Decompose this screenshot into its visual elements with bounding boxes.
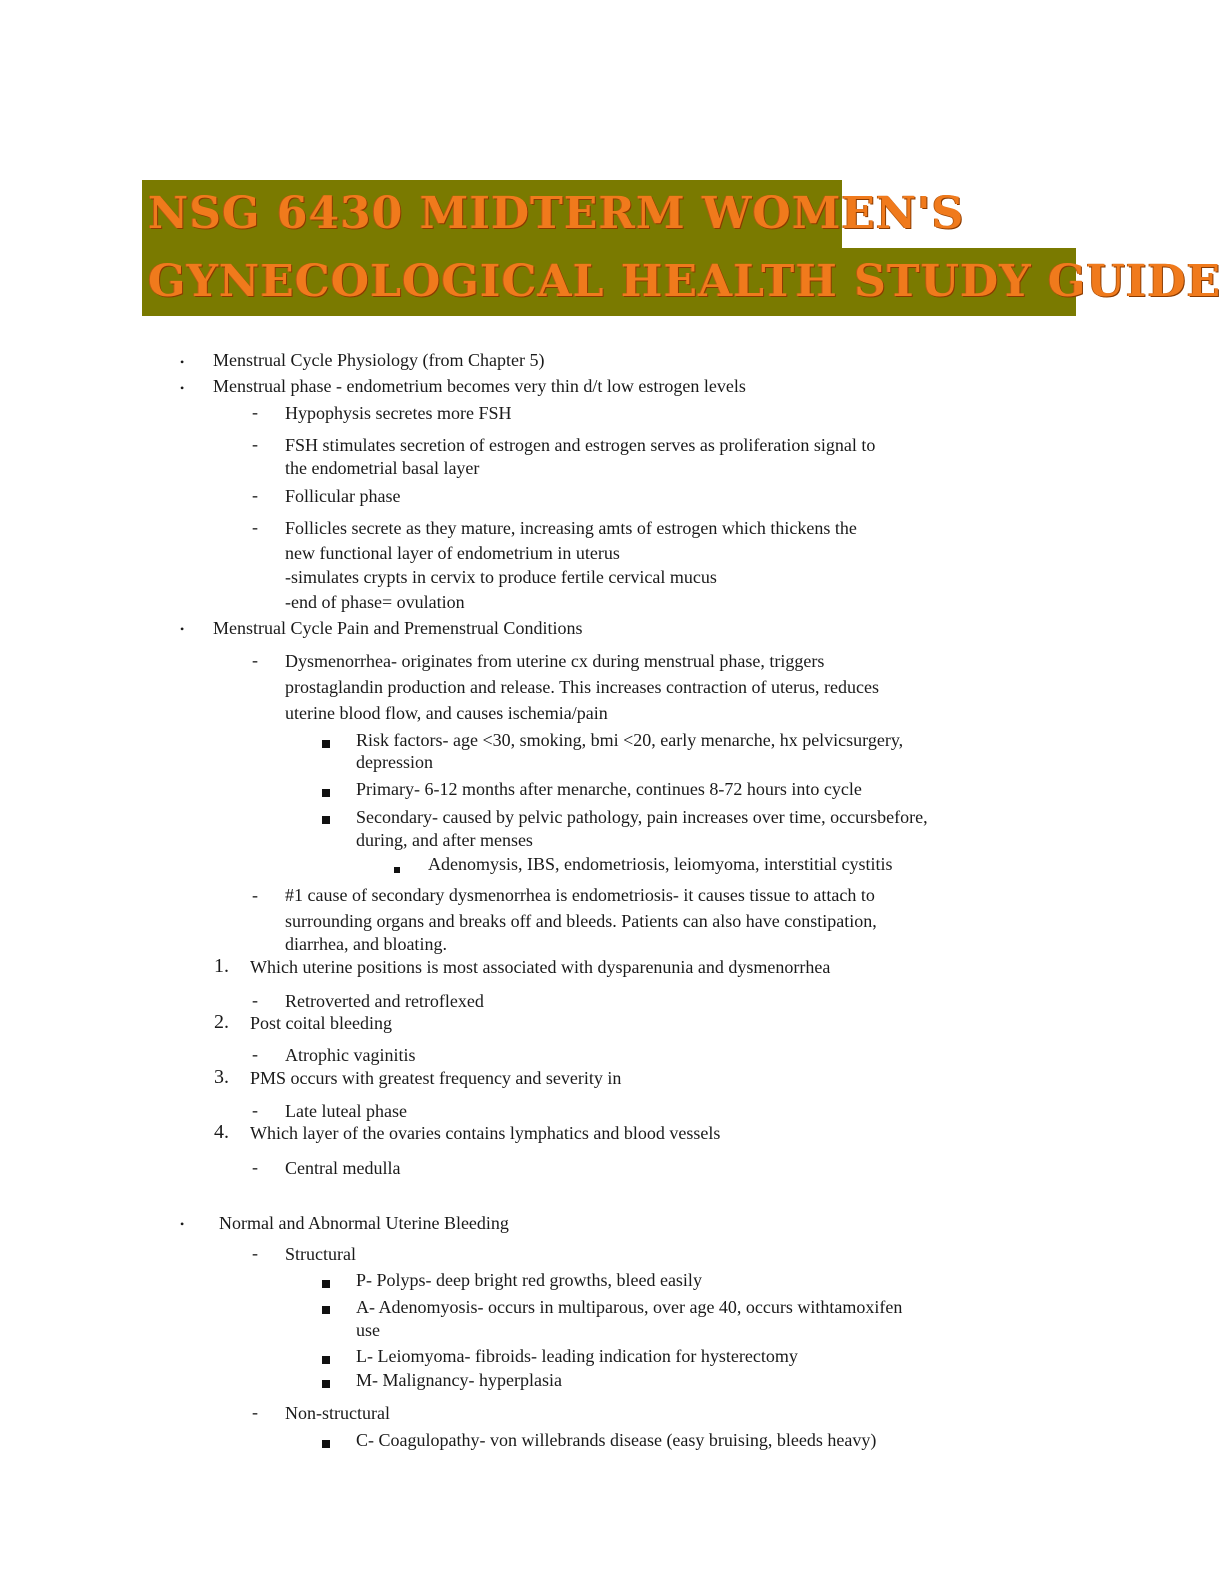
answer-item: Late luteal phase: [285, 1101, 407, 1121]
square-bullet-icon: [322, 1430, 330, 1454]
square-bullet-icon: [394, 855, 400, 879]
list-item: Dysmenorrhea- originates from uterine cx during menstrual phase, triggers: [285, 651, 825, 671]
list-item: Structural: [285, 1244, 356, 1264]
list-item-continuation: diarrhea, and bloating.: [285, 934, 447, 954]
dash-marker: -: [252, 1157, 258, 1177]
list-item-continuation: new functional layer of endometrium in uterus: [285, 543, 620, 563]
list-item: Menstrual phase - endometrium becomes very thin d/t low estrogen levels: [213, 376, 746, 396]
number-marker: 1.: [214, 955, 229, 977]
question-item: PMS occurs with greatest frequency and severity in: [250, 1068, 622, 1088]
dash-marker: -: [252, 434, 258, 454]
answer-item: Atrophic vaginitis: [285, 1045, 416, 1065]
answer-item: Retroverted and retroflexed: [285, 991, 484, 1011]
document-title-line-1: NSG 6430 MIDTERM WOMEN'S: [148, 188, 965, 239]
list-item-continuation: surrounding organs and breaks off and bleeds. Patients can also have constipation,: [285, 911, 877, 931]
square-bullet-icon: [322, 806, 330, 830]
document-title-line-2: GYNECOLOGICAL HEALTH STUDY GUIDE: [148, 256, 1222, 307]
dash-marker: -: [252, 1044, 258, 1064]
list-item: Risk factors- age <30, smoking, bmi <20, early menarche, hx pelvicsurgery,: [356, 730, 904, 750]
list-item-continuation: depression: [356, 752, 433, 772]
list-item: Primary- 6-12 months after menarche, continues 8-72 hours into cycle: [356, 779, 862, 799]
dash-marker: -: [252, 402, 258, 422]
square-bullet-icon: [322, 730, 330, 754]
square-bullet-icon: [322, 1370, 330, 1394]
list-item-continuation: prostaglandin production and release. This increases contraction of uterus, reduces: [285, 677, 879, 697]
dash-marker: -: [252, 485, 258, 505]
bullet-icon: •: [180, 622, 185, 636]
list-item: FSH stimulates secretion of estrogen and estrogen serves as proliferation signal to: [285, 435, 876, 455]
dash-marker: -: [252, 650, 258, 670]
list-item-continuation: use: [356, 1320, 380, 1340]
list-item: Adenomysis, IBS, endometriosis, leiomyoma, interstitial cystitis: [428, 854, 893, 874]
list-item: L- Leiomyoma- fibroids- leading indication for hysterectomy: [356, 1346, 798, 1366]
number-marker: 4.: [214, 1121, 229, 1143]
list-item: A- Adenomyosis- occurs in multiparous, over age 40, occurs withtamoxifen: [356, 1297, 903, 1317]
answer-item: Central medulla: [285, 1158, 401, 1178]
dash-marker: -: [252, 990, 258, 1010]
square-bullet-icon: [322, 1346, 330, 1370]
question-item: Which layer of the ovaries contains lymphatics and blood vessels: [250, 1123, 721, 1143]
list-item: Secondary- caused by pelvic pathology, pain increases over time, occursbefore,: [356, 807, 928, 827]
list-item-continuation: -simulates crypts in cervix to produce fertile cervical mucus: [285, 567, 717, 587]
number-marker: 2.: [214, 1011, 229, 1033]
dash-marker: -: [252, 1243, 258, 1263]
square-bullet-icon: [322, 779, 330, 803]
list-item: Hypophysis secretes more FSH: [285, 403, 512, 423]
list-item: Follicles secrete as they mature, increasing amts of estrogen which thickens the: [285, 518, 857, 538]
list-item: Menstrual Cycle Pain and Premenstrual Conditions: [213, 618, 583, 638]
list-item: #1 cause of secondary dysmenorrhea is endometriosis- it causes tissue to attach to: [285, 885, 875, 905]
list-item: Menstrual Cycle Physiology (from Chapter 5): [213, 350, 545, 370]
dash-marker: -: [252, 517, 258, 537]
list-item: P- Polyps- deep bright red growths, bleed easily: [356, 1270, 702, 1290]
question-item: Which uterine positions is most associated with dysparenunia and dysmenorrhea: [250, 957, 831, 977]
bullet-icon: •: [180, 1217, 185, 1231]
list-item: Non-structural: [285, 1403, 390, 1423]
number-marker: 3.: [214, 1066, 229, 1088]
list-item: Normal and Abnormal Uterine Bleeding: [219, 1213, 509, 1233]
list-item: M- Malignancy- hyperplasia: [356, 1370, 562, 1390]
list-item-continuation: during, and after menses: [356, 830, 533, 850]
list-item-continuation: uterine blood flow, and causes ischemia/pain: [285, 703, 608, 723]
dash-marker: -: [252, 1100, 258, 1120]
list-item-continuation: the endometrial basal layer: [285, 458, 480, 478]
dash-marker: -: [252, 885, 258, 905]
list-item: C- Coagulopathy- von willebrands disease (easy bruising, bleeds heavy): [356, 1430, 877, 1450]
square-bullet-icon: [322, 1270, 330, 1294]
square-bullet-icon: [322, 1296, 330, 1320]
dash-marker: -: [252, 1402, 258, 1422]
list-item: Follicular phase: [285, 486, 401, 506]
bullet-icon: •: [180, 381, 185, 395]
list-item-continuation: -end of phase= ovulation: [285, 592, 465, 612]
bullet-icon: •: [180, 355, 185, 369]
question-item: Post coital bleeding: [250, 1013, 392, 1033]
